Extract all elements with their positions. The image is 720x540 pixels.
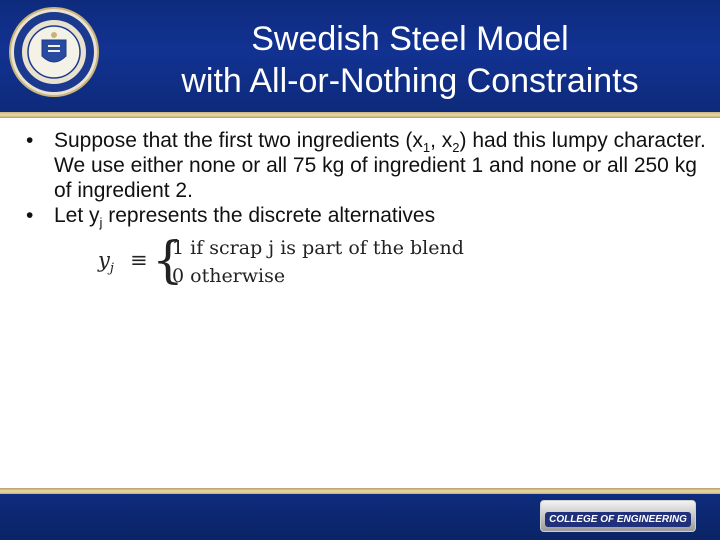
title-line-1: Swedish Steel Model bbox=[251, 20, 569, 58]
college-badge bbox=[540, 500, 696, 532]
university-seal-icon bbox=[8, 6, 100, 98]
bullet-text: Let $y_j$ represents the discrete alternatives bbox=[54, 204, 436, 231]
brace-symbol: { bbox=[152, 231, 184, 289]
bullet-dot-icon: • bbox=[26, 129, 34, 152]
formula-case-1: 1 if scrap j is part of the blend bbox=[172, 237, 464, 259]
bullet-text: Suppose that the first two ingredients ($x_1$, $x_2$) had this lumpy character. We use either none or all 75 kg of ingredient 1 and none or all 250 kg of ingredient 2. bbox=[54, 129, 706, 202]
bullet-item bbox=[26, 128, 706, 203]
equiv-symbol: ≡ bbox=[130, 248, 148, 272]
bullet-dot-icon: • bbox=[26, 204, 34, 227]
header-gold-rule bbox=[0, 112, 720, 118]
formula-lhs: $y_j$ bbox=[98, 248, 114, 277]
badge-main-text: COLLEGE OF ENGINEERING bbox=[545, 512, 691, 527]
indicator-formula bbox=[98, 231, 706, 290]
formula-case-2: 0 otherwise bbox=[172, 265, 286, 287]
slide-body bbox=[26, 128, 706, 290]
slide-title bbox=[110, 18, 710, 102]
bullet-item bbox=[26, 203, 706, 231]
title-bar bbox=[0, 0, 720, 112]
title-line-2: with All-or-Nothing Constraints bbox=[181, 62, 639, 100]
